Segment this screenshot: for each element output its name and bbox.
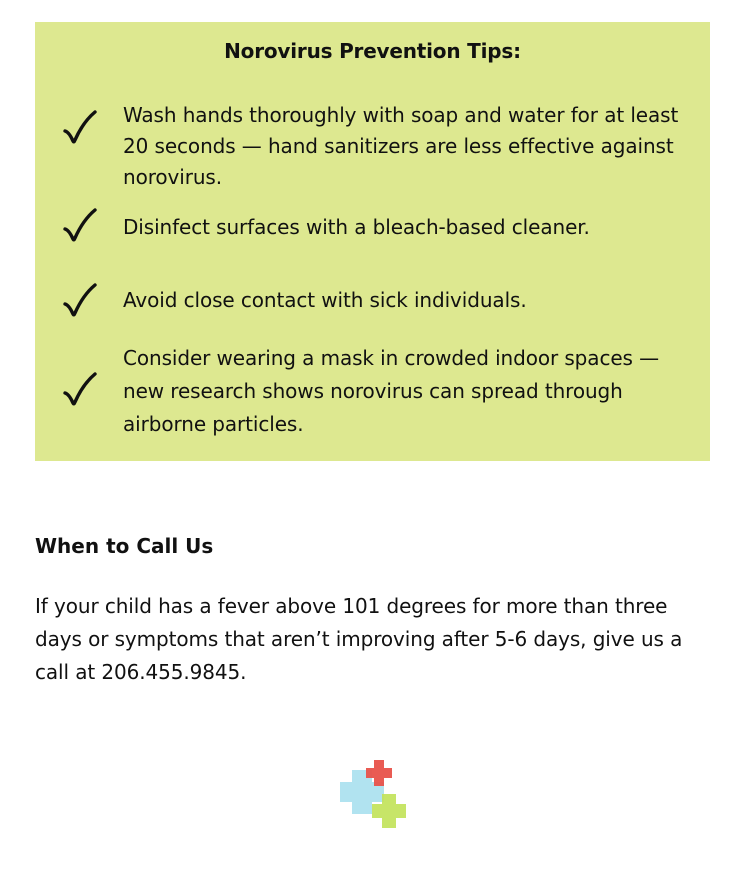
prevention-tips-box bbox=[35, 22, 710, 461]
checkmark-icon bbox=[61, 208, 101, 244]
medical-crosses-logo-icon bbox=[336, 758, 418, 836]
tip-text: Consider wearing a mask in crowded indoor spaces — new research shows norovirus can spread through airborne particles. bbox=[123, 346, 660, 436]
tip-text: Avoid close contact with sick individuals. bbox=[123, 288, 527, 312]
checkmark-icon bbox=[61, 110, 101, 146]
checkmark-icon bbox=[61, 283, 101, 319]
section-body: If your child has a fever above 101 degrees for more than three days or symptoms that aren’t improving after 5-6 days, give us a call at 206.455.9845. bbox=[35, 594, 683, 684]
tip-text: Wash hands thoroughly with soap and water for at least 20 seconds — hand sanitizers are less effective against norovirus. bbox=[123, 103, 679, 189]
checkmark-icon bbox=[61, 372, 101, 408]
tip-text: Disinfect surfaces with a bleach-based cleaner. bbox=[123, 215, 590, 239]
section-heading: When to Call Us bbox=[35, 534, 214, 558]
tips-title: Norovirus Prevention Tips: bbox=[224, 39, 521, 63]
